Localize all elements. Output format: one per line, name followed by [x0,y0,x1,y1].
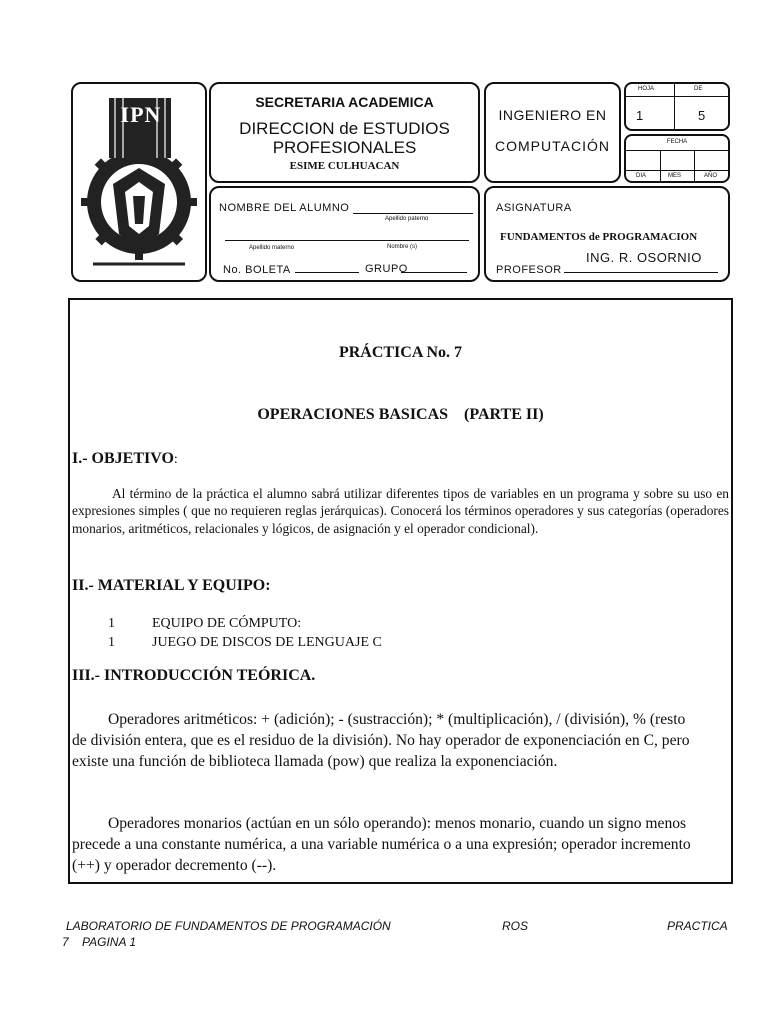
grupo-label: GRUPO [365,263,408,275]
de-label: DE [694,86,703,92]
sheet-box [624,82,730,131]
boleta-label: No. BOLETA [223,264,291,276]
apellido-materno-caption: Apellido materno [249,245,295,251]
fecha-label: FECHA [666,139,688,145]
apellido-paterno-caption: Apellido paterno [385,216,429,222]
course-box [484,186,730,282]
footer-page: 7 PAGINA 1 [62,935,137,949]
logo-text: IPN [120,102,162,127]
nombre-line-2[interactable] [225,240,469,241]
nombre-line-1[interactable] [353,213,473,214]
objetivo-text: Al término de la práctica el alumno sabrá utilizar diferentes tipos de variables en un programa y sobre su uso en expresiones simples ( que no requieren reglas jerárquicas). Conocerá los términos operadores y sus categorías (operadores monarios, aritméticos, relacionales y lógicos, de asignación y el operador condicional). [72,486,729,536]
material-qty: 1 [108,616,115,631]
section-objetivo-title: I.- OBJETIVO [72,450,174,467]
institution-line4: ESIME CULHUACAN [289,160,400,172]
grupo-line[interactable] [401,272,467,273]
boleta-line[interactable] [295,272,359,273]
material-qty: 1 [108,635,115,650]
profesor-value: ING. R. OSORNIO [586,250,702,265]
practice-title: PRÁCTICA No. 7 [338,344,463,361]
material-item [108,633,382,652]
section-objetivo-colon: : [173,452,178,467]
student-box [209,186,480,282]
footer-middle: ROS [502,919,529,933]
material-list [108,614,382,652]
intro-paragraph-1: Operadores aritméticos: + (adición); - (sustracción); * (multiplicación), / (división), % (resto de división entera, que es el residuo de la división). No hay operador de exponenciación en C, pero existe una función de biblioteca llamada (pow) que realiza la exponenciación. [72,711,690,770]
footer-left: LABORATORIO DE FUNDAMENTOS DE PROGRAMACIÓN [66,919,391,933]
section-material-heading: II.- MATERIAL Y EQUIPO: [72,577,271,594]
intro-paragraph-2: Operadores monarios (actúan en un sólo operando): menos monario, cuando un signo menos precede a una constante numérica, a una variable numérica o a una expresión; operador incremento (++) y operador decremento (--). [72,815,691,874]
mes-label: MES [668,173,682,179]
section-introduccion-heading: III.- INTRODUCCIÓN TEÓRICA. [72,667,316,684]
anio-label: AÑO [704,173,718,179]
material-name: JUEGO DE DISCOS DE LENGUAJE C [152,635,382,650]
section-objetivo-heading [72,450,178,468]
institution-box [209,82,480,183]
institution-line2: DIRECCION de ESTUDIOS [239,119,450,138]
de-value: 5 [698,108,706,123]
nombre-label: NOMBRE DEL ALUMNO [219,202,350,214]
logo-box [71,82,207,282]
career-line1: INGENIERO EN [498,107,607,123]
profesor-line [564,272,718,273]
practice-subtitle: OPERACIONES BASICAS (PARTE II) [257,406,544,423]
asignatura-label: ASIGNATURA [496,202,572,214]
career-line2: COMPUTACIÓN [495,138,610,154]
nombre-s-caption: Nombre (s) [387,244,418,250]
institution-line3: PROFESIONALES [272,138,417,157]
footer-right: PRACTICA [667,919,728,933]
hoja-value: 1 [636,108,644,123]
material-item [108,614,382,633]
material-name: EQUIPO DE CÓMPUTO: [152,616,302,631]
dia-label: DIA [636,173,647,179]
career-box [484,82,621,183]
practice-body [68,298,733,884]
asignatura-value: FUNDAMENTOS de PROGRAMACION [500,231,698,243]
hoja-label: HOJA [638,86,655,92]
institution-line1: SECRETARIA ACADEMICA [255,94,434,110]
profesor-label: PROFESOR [496,264,562,276]
fecha-box [624,134,730,183]
